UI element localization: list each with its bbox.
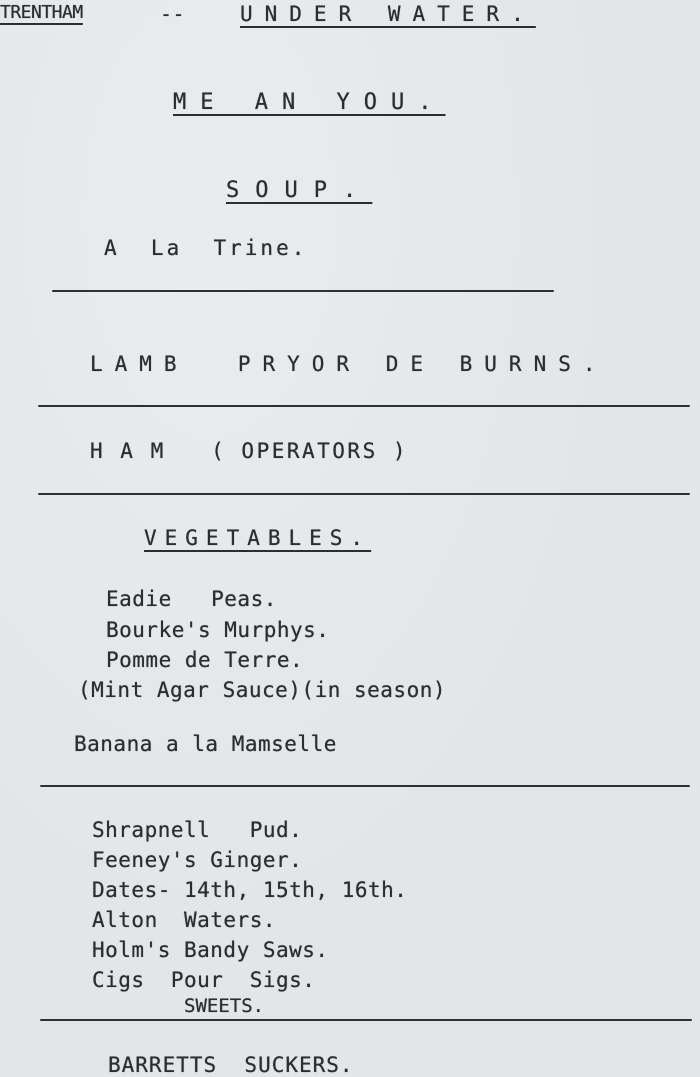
header-under-water: UNDER WATER. <box>240 2 536 26</box>
divider-4 <box>40 785 690 787</box>
footer-item: BARRETTS SUCKERS. <box>108 1053 354 1077</box>
soup-item: A La Trine. <box>104 236 308 260</box>
vegetable-item: Eadie Peas. <box>106 587 277 611</box>
sweet-item: Alton Waters. <box>92 908 277 932</box>
vegetable-item: (Mint Agar Sauce)(in season) <box>78 678 447 702</box>
soup-heading: SOUP. <box>226 178 373 203</box>
vegetable-item: Bourke's Murphys. <box>106 618 330 642</box>
divider-1 <box>52 290 554 292</box>
divider-5 <box>40 1019 692 1021</box>
main-lamb: LAMB PRYOR DE BURNS. <box>90 352 608 376</box>
main-ham: H A M ( OPERATORS ) <box>90 439 409 463</box>
sweet-item: Holm's Bandy Saws. <box>92 938 329 962</box>
sweets-label: SWEETS. <box>184 995 265 1017</box>
header-trentham: TRENTHAM <box>0 2 83 23</box>
sweet-item: Feeney's Ginger. <box>92 848 303 872</box>
divider-2 <box>38 405 690 407</box>
menu-subtitle: ME AN YOU. <box>173 90 446 115</box>
vegetable-extra: Banana a la Mamselle <box>74 732 337 756</box>
vegetables-heading: VEGETABLES. <box>144 526 372 550</box>
sweet-item: Shrapnell Pud. <box>92 818 303 842</box>
divider-3 <box>38 493 690 495</box>
header-dash: -- <box>160 2 186 26</box>
sweet-item: Cigs Pour Sigs. <box>92 968 316 992</box>
sweet-item: Dates- 14th, 15th, 16th. <box>92 878 408 902</box>
vegetable-item: Pomme de Terre. <box>106 648 304 672</box>
